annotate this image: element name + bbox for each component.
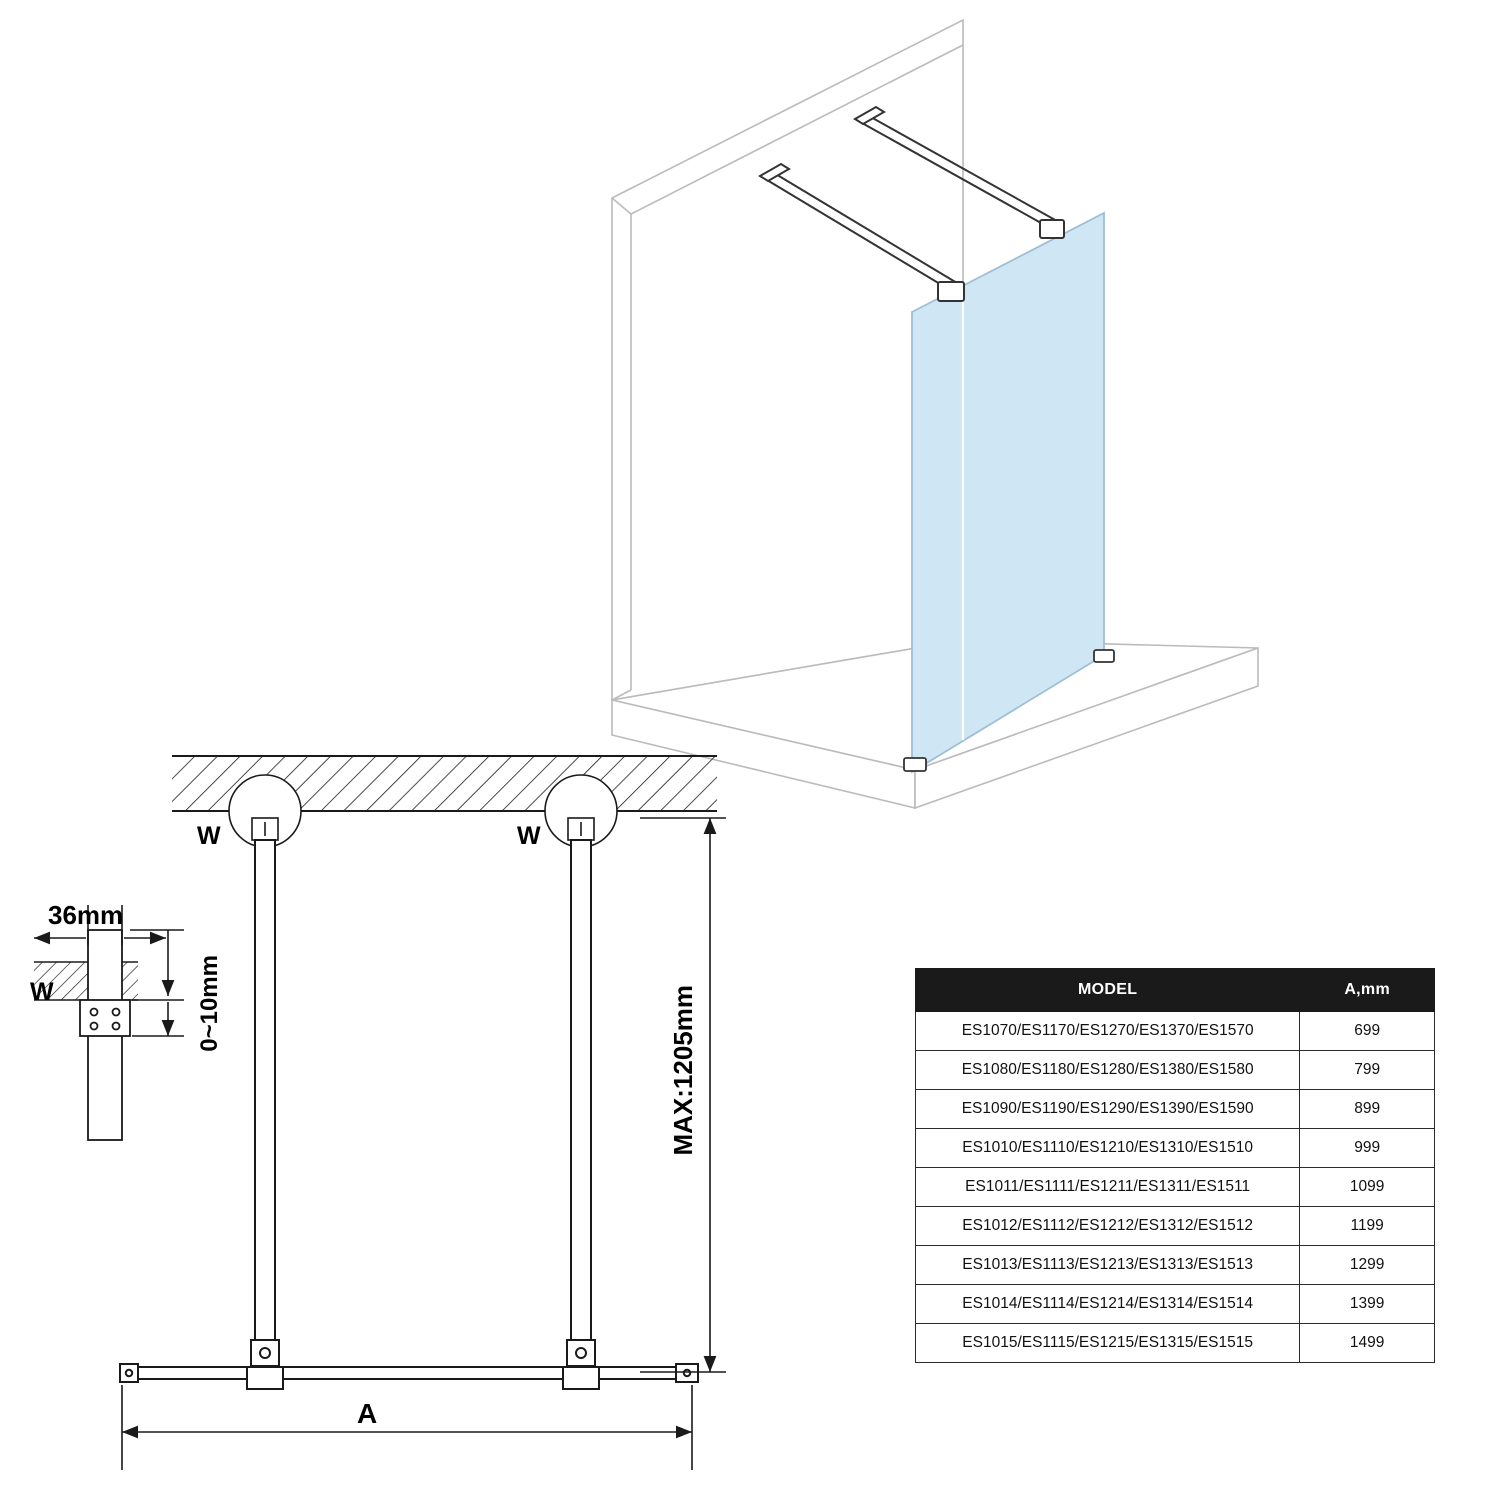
cell-dimension-a: 1499	[1300, 1324, 1435, 1363]
table-row	[916, 1207, 1435, 1246]
table-row	[916, 1012, 1435, 1051]
cell-dimension-a: 1199	[1300, 1207, 1435, 1246]
table-row	[916, 1168, 1435, 1207]
cell-dimension-a: 699	[1300, 1012, 1435, 1051]
cell-dimension-a: 799	[1300, 1051, 1435, 1090]
detail-view-bracket	[34, 905, 184, 1140]
front-elevation-view	[120, 756, 726, 1470]
table-row	[916, 1285, 1435, 1324]
cell-dimension-a: 1399	[1300, 1285, 1435, 1324]
cell-model: ES1011/ES1111/ES1211/ES1311/ES1511	[916, 1168, 1300, 1207]
table-header-model: MODEL	[916, 969, 1300, 1012]
perspective-view	[612, 20, 1258, 808]
table-body	[916, 1012, 1435, 1363]
cell-model: ES1014/ES1114/ES1214/ES1314/ES1514	[916, 1285, 1300, 1324]
ceiling-bracket-left	[252, 818, 278, 840]
label-max-height: MAX:1205mm	[668, 985, 698, 1156]
label-gap-0-10mm: 0~10mm	[196, 955, 223, 1052]
table-row	[916, 1129, 1435, 1168]
table-header-row	[916, 969, 1435, 1012]
cell-model: ES1015/ES1115/ES1215/ES1315/ES1515	[916, 1324, 1300, 1363]
table-row	[916, 1051, 1435, 1090]
vertical-pole-left	[251, 840, 279, 1366]
label-wall-marker-detail: W	[30, 978, 54, 1006]
label-wall-marker-right: W	[517, 822, 541, 850]
model-spec-table	[915, 968, 1435, 1363]
cell-model: ES1010/ES1110/ES1210/ES1310/ES1510	[916, 1129, 1300, 1168]
table-header-dimension: A,mm	[1300, 969, 1435, 1012]
vertical-pole-right	[567, 840, 595, 1366]
cell-dimension-a: 899	[1300, 1090, 1435, 1129]
dimension-a	[122, 1385, 692, 1470]
cell-dimension-a: 1299	[1300, 1246, 1435, 1285]
label-dimension-a: A	[357, 1398, 378, 1429]
dimension-0-10mm	[130, 930, 184, 1036]
cell-model: ES1080/ES1180/ES1280/ES1380/ES1580	[916, 1051, 1300, 1090]
label-wall-marker-left: W	[197, 822, 221, 850]
cell-dimension-a: 999	[1300, 1129, 1435, 1168]
glass-panel-edge	[120, 1364, 698, 1389]
cell-model: ES1013/ES1113/ES1213/ES1313/ES1513	[916, 1246, 1300, 1285]
cell-model: ES1090/ES1190/ES1290/ES1390/ES1590	[916, 1090, 1300, 1129]
table-row	[916, 1324, 1435, 1363]
ceiling-bracket-right	[568, 818, 594, 840]
cell-model: ES1070/ES1170/ES1270/ES1370/ES1570	[916, 1012, 1300, 1051]
table-row	[916, 1090, 1435, 1129]
cell-model: ES1012/ES1112/ES1212/ES1312/ES1512	[916, 1207, 1300, 1246]
cell-dimension-a: 1099	[1300, 1168, 1435, 1207]
table-row	[916, 1246, 1435, 1285]
label-36mm: 36mm	[48, 900, 124, 930]
